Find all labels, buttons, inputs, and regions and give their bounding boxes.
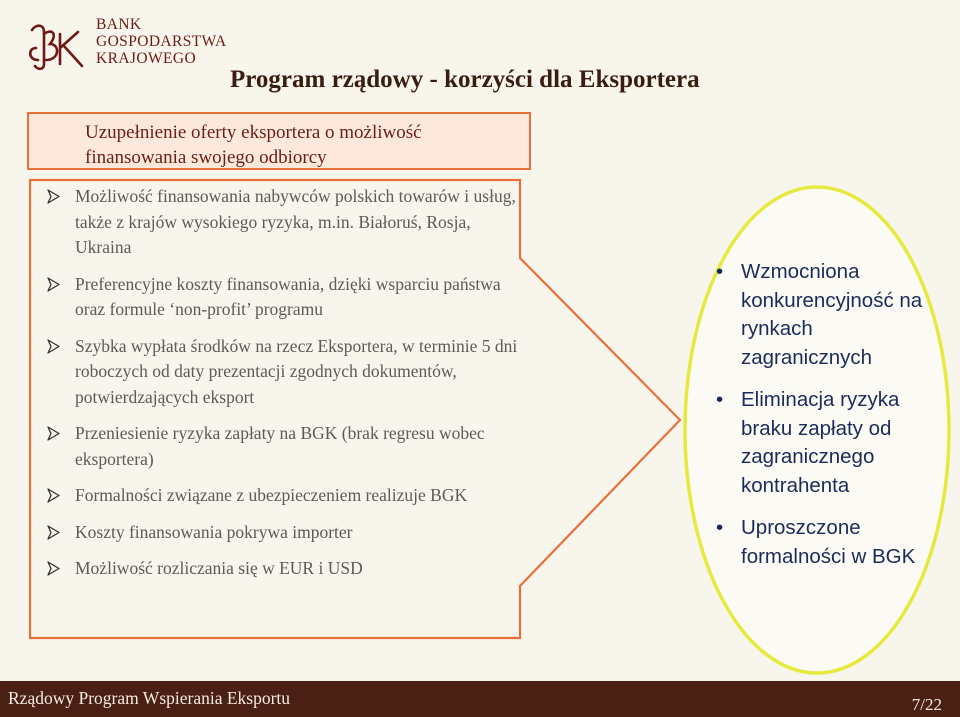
logo-line-gospodarstwa: GOSPODARSTWA bbox=[96, 33, 227, 50]
logo-line-krajowego: KRAJOWEGO bbox=[96, 50, 197, 67]
chevron-right-icon bbox=[46, 339, 61, 354]
bullet-item bbox=[46, 556, 526, 582]
page-number: 7/22 bbox=[911, 695, 942, 714]
benefit-item bbox=[716, 514, 948, 571]
bullet-text: Formalności związane z ubezpieczeniem realizuje BGK bbox=[75, 485, 468, 505]
benefits-list bbox=[716, 258, 948, 585]
slide-title: Program rządowy - korzyści dla Eksportera bbox=[230, 66, 700, 93]
benefit-item bbox=[716, 386, 948, 500]
bullet-list bbox=[46, 184, 526, 593]
highlight-text: Uzupełnienie oferty eksportera o możliwość finansowania swojego odbiorcy bbox=[85, 122, 422, 168]
chevron-right-icon bbox=[46, 189, 61, 204]
bullet-item bbox=[46, 483, 526, 509]
bullet-item bbox=[46, 272, 526, 323]
chevron-right-icon bbox=[46, 525, 61, 540]
bullet-text: Możliwość finansowania nabywców polskich towarów i usług, także z krajów wysokiego ryzyka, m.in. Białoruś, Rosja, Ukraina bbox=[75, 186, 516, 257]
bullet-item bbox=[46, 520, 526, 546]
benefit-text: Wzmocniona konkurencyjność na rynkach zagranicznych bbox=[741, 260, 923, 369]
bullet-item bbox=[46, 421, 526, 472]
bullet-text: Koszty finansowania pokrywa importer bbox=[75, 521, 353, 542]
benefit-text: Uproszczone formalności w BGK bbox=[741, 516, 916, 568]
chevron-right-icon bbox=[46, 561, 61, 576]
chevron-right-icon bbox=[46, 426, 61, 441]
chevron-right-icon bbox=[46, 277, 61, 292]
bullet-text: Preferencyjne koszty finansowania, dzięki wsparciu państwa oraz formule ‘non-profit’ programu bbox=[75, 273, 501, 319]
footer-bar bbox=[0, 681, 960, 717]
footer-program-name: Rządowy Program Wspierania Eksportu bbox=[8, 688, 291, 708]
bullet-item bbox=[46, 184, 526, 261]
logo-line-bank: BANK bbox=[96, 16, 142, 33]
bullet-text: Szybka wypłata środków na rzecz Eksportera, w terminie 5 dni roboczych od daty prezentacji zgodnych dokumentów, potwierdzających eksport bbox=[75, 335, 518, 407]
bullet-text: Możliwość rozliczania się w EUR i USD bbox=[75, 558, 363, 578]
bullet-text: Przeniesienie ryzyka zapłaty na BGK (brak regresu wobec eksportera) bbox=[75, 423, 485, 469]
bullet-item bbox=[46, 334, 526, 411]
benefit-text: Eliminacja ryzyka braku zapłaty od zagranicznego kontrahenta bbox=[741, 388, 900, 497]
benefit-item bbox=[716, 258, 948, 372]
chevron-right-icon bbox=[46, 488, 61, 503]
